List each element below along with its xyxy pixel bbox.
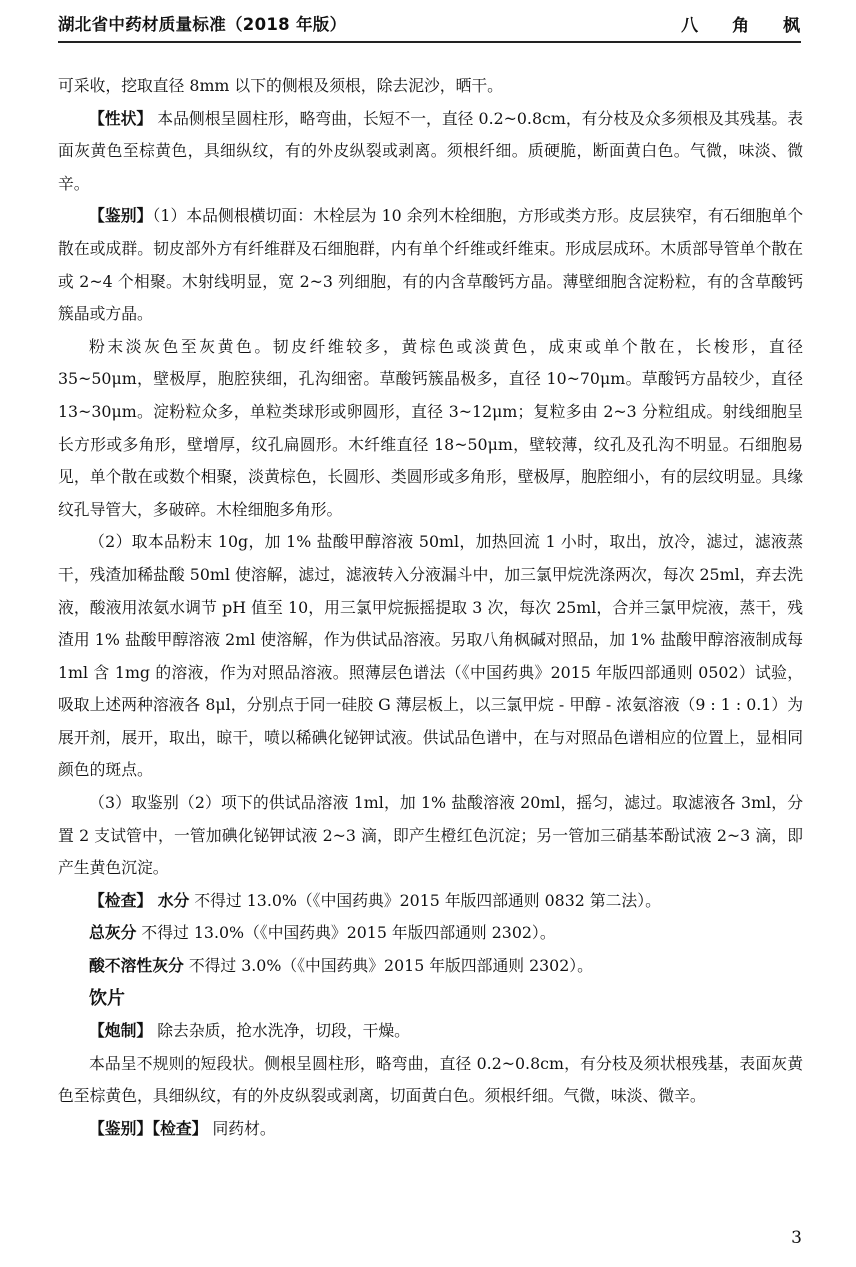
label-check: 【检查】 (89, 890, 153, 910)
paragraph-check-moisture (58, 885, 803, 918)
text: 不得过 3.0%（《中国药典》2015 年版四部通则 2302）。 (183, 956, 593, 976)
text: 本品呈不规则的短段状。侧根呈圆柱形，略弯曲，直径 0.2~0.8cm，有分枝及须状根残基，表面灰黄色至棕黄色，具细纵纹，有的外皮纵裂或剥离，切面黄白色。须根纤细。气微，味淡、微辛。 (58, 1053, 803, 1106)
paragraph-identification-1 (58, 200, 803, 330)
text: 粉末淡灰色至灰黄色。韧皮纤维较多，黄棕色或淡黄色，成束或单个散在，长梭形，直径 35~50μm，壁极厚，胞腔狭细，孔沟细密。草酸钙簇晶极多，直径 10~70μm。草酸钙方晶较少，直径 13~30μm。淀粉粒众多，单粒类球形或卵圆形，直径 3~12μm；复粒多由 2~3 分粒组成。射线细胞呈长方形或多角形，壁增厚，纹孔扁圆形。木纤维直径 18~50μm，壁较薄，纹孔及孔沟不明显。石细胞易见，单个散在或数个相聚，淡黄棕色，长圆形、类圆形或多角形，壁极厚，胞腔细小，有的层纹明显。具缘纹孔导管大，多破碎。木栓细胞多角形。 (58, 336, 803, 519)
text: 除去杂质，抢水洗净，切段，干燥。 (152, 1021, 410, 1041)
header-rule (58, 41, 801, 43)
label-acid-insoluble-ash: 酸不溶性灰分 (89, 956, 184, 976)
text: （1）本品侧根横切面：木栓层为 10 余列木栓细胞，方形或类方形。皮层狭窄，有石细胞单个散在或成群。韧皮部外方有纤维群及石细胞群，内有单个纤维或纤维束。形成层成环。木质部导管单个散在或 2~4 个相聚。木射线明显，宽 2~3 列细胞，有的内含草酸钙方晶。薄壁细胞含淀粉粒，有的含草酸钙簇晶或方晶。 (58, 206, 803, 324)
section-title-decoction-pieces (58, 983, 803, 1016)
label-identification: 【鉴别】 (89, 206, 153, 226)
page-body (58, 70, 803, 1146)
paragraph-pieces-identification (58, 1113, 803, 1146)
book-title: 湖北省中药材质量标准（2018 年版） (58, 15, 347, 34)
paragraph-pieces-description (58, 1048, 803, 1113)
paragraph-check-ash (58, 917, 803, 950)
paragraph-powder (58, 331, 803, 527)
page-number: 3 (791, 1228, 802, 1248)
label-description: 【性状】 (89, 108, 153, 128)
text: （2）取本品粉末 10g，加 1% 盐酸甲醇溶液 50ml，加热回流 1 小时，取出，放冷，滤过，滤液蒸干，残渣加稀盐酸 50ml 使溶解，滤过，滤液转入分液漏斗中，加三氯甲烷洗涤两次，每次 25ml，弃去洗液，酸液用浓氨水调节 pH 值至 10，用三氯甲烷振摇提取 3 次，每次 25ml，合并三氯甲烷液，蒸干，残渣用 1% 盐酸甲醇溶液 2ml 使溶解，作为供试品溶液。另取八角枫碱对照品，加 1% 盐酸甲醇溶液制成每 1ml 含 1mg 的溶液，作为对照品溶液。照薄层色谱法（《中国药典》2015 年版四部通则 0502）试验，吸取上述两种溶液各 8μl，分别点于同一硅胶 G 薄层板上，以三氯甲烷 - 甲醇 - 浓氨溶液（9 : 1 : 0.1）为展开剂，展开，取出，晾干，喷以稀碘化铋钾试液。供试品色谱中，在与对照品色谱相应的位置上，显相同颜色的斑点。 (58, 532, 803, 780)
text: 可采收，挖取直径 8mm 以下的侧根及须根，除去泥沙，晒干。 (58, 76, 503, 95)
label-processing: 【炮制】 (89, 1021, 153, 1041)
text: 本品侧根呈圆柱形，略弯曲，长短不一，直径 0.2~0.8cm，有分枝及众多须根及其残基。表面灰黄色至棕黄色，具细纵纹，有的外皮纵裂或剥离。须根纤细。质硬脆，断面黄白色。气微，味淡、微辛。 (58, 108, 803, 193)
label-total-ash: 总灰分 (89, 923, 137, 943)
label-moisture: 水分 (152, 890, 190, 910)
paragraph-identification-3 (58, 787, 803, 885)
paragraph-processing (58, 1015, 803, 1048)
text: （3）取鉴别（2）项下的供试品溶液 1ml，加 1% 盐酸溶液 20ml，摇匀，滤过。取滤液各 3ml，分置 2 支试管中，一管加碘化铋钾试液 2~3 滴，即产生橙红色沉淀；另一管加三硝基苯酚试液 2~3 滴，即产生黄色沉淀。 (58, 793, 803, 878)
paragraph-check-acid-ash (58, 950, 803, 983)
herb-name: 八 角 枫 (681, 15, 814, 36)
text: 同药材。 (207, 1119, 276, 1138)
text: 不得过 13.0%（《中国药典》2015 年版四部通则 0832 第二法）。 (189, 890, 661, 910)
paragraph-description (58, 103, 803, 201)
paragraph-collection (58, 70, 803, 103)
running-header (58, 6, 814, 40)
section-title: 饮片 (89, 987, 125, 1009)
text: 不得过 13.0%（《中国药典》2015 年版四部通则 2302）。 (136, 923, 556, 943)
paragraph-identification-2 (58, 526, 803, 787)
label-identification-check: 【鉴别】【检查】 (89, 1119, 208, 1138)
